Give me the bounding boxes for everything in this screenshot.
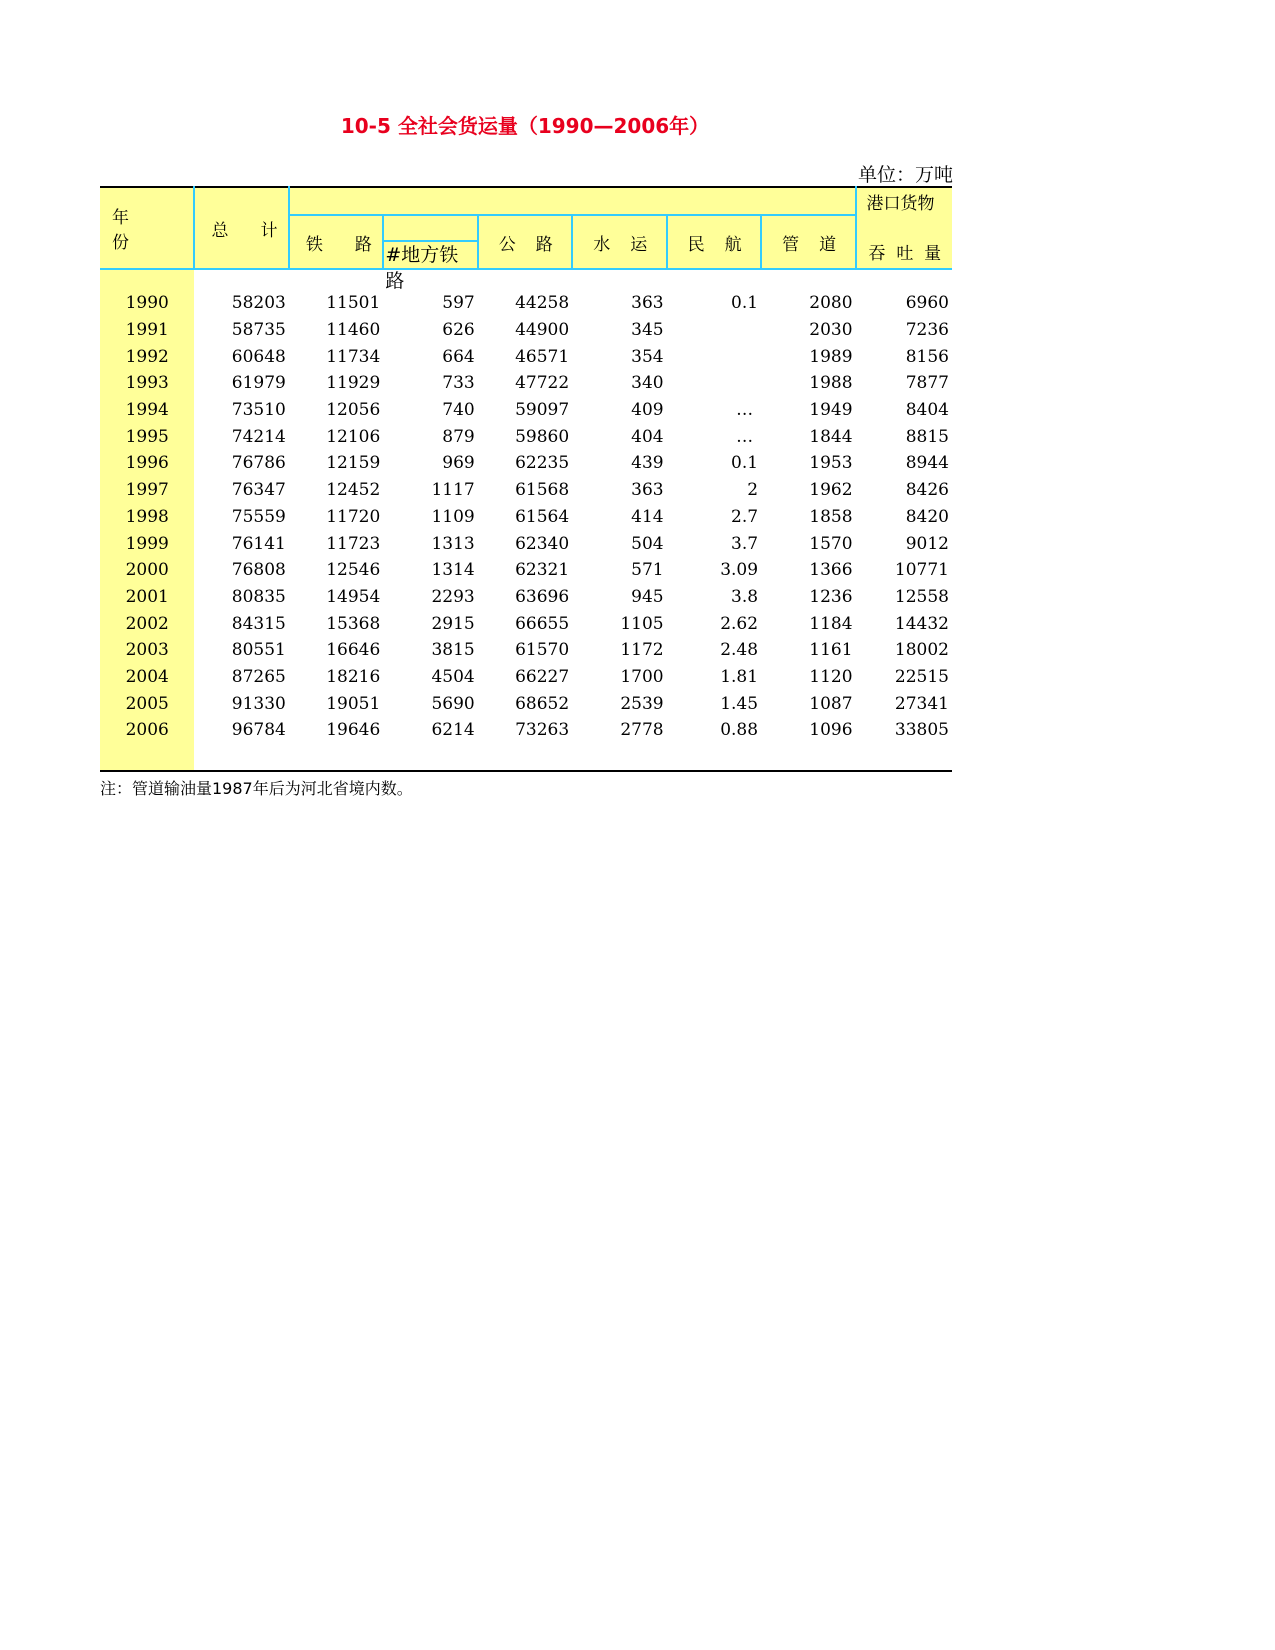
cell-highway: 73263 bbox=[515, 720, 570, 741]
cell-total: 84315 bbox=[231, 613, 286, 634]
cell-year: 1991 bbox=[100, 317, 194, 344]
cell-railway: 16646 bbox=[326, 640, 381, 661]
table-row bbox=[100, 450, 952, 477]
cell-pipeline: 1120 bbox=[809, 666, 853, 687]
cell-railway: 11723 bbox=[326, 533, 381, 554]
header-local-railway-label: #地方铁路 bbox=[385, 244, 459, 292]
header-highway-char1: 公 bbox=[498, 234, 516, 255]
table-row bbox=[100, 664, 952, 691]
cell-port: 14432 bbox=[894, 613, 949, 634]
cell-year: 2001 bbox=[100, 584, 194, 611]
cell-water: 2539 bbox=[620, 693, 664, 714]
spacer-cell bbox=[478, 269, 572, 290]
cell-port: 10771 bbox=[894, 560, 949, 581]
header-pipeline-char2: 道 bbox=[819, 234, 837, 255]
cell-water: 571 bbox=[631, 560, 664, 581]
cell-local-railway: 626 bbox=[442, 320, 475, 341]
cell-railway: 11720 bbox=[326, 506, 381, 527]
cell-port: 8426 bbox=[905, 480, 949, 501]
cell-local-railway: 1314 bbox=[431, 560, 475, 581]
table-row bbox=[100, 290, 952, 317]
cell-aviation: 0.1 bbox=[731, 453, 759, 474]
table-row bbox=[100, 584, 952, 611]
cell-highway: 62321 bbox=[515, 560, 570, 581]
table-row bbox=[100, 610, 952, 637]
table-row bbox=[100, 637, 952, 664]
cell-local-railway: 2915 bbox=[431, 613, 475, 634]
cell-total: 80835 bbox=[231, 586, 286, 607]
cell-total: 76786 bbox=[231, 453, 286, 474]
header-year-char1: 年 bbox=[112, 208, 129, 228]
cell-highway: 62235 bbox=[515, 453, 570, 474]
cell-water: 409 bbox=[631, 400, 664, 421]
cell-water: 363 bbox=[631, 293, 664, 314]
cell-railway: 19646 bbox=[326, 720, 381, 741]
end-spacer-row bbox=[100, 744, 952, 771]
cell-aviation: 3.8 bbox=[731, 586, 759, 607]
cell-year: 1994 bbox=[100, 397, 194, 424]
cell-year: 1995 bbox=[100, 423, 194, 450]
cell-highway: 61564 bbox=[515, 506, 570, 527]
cell-local-railway: 969 bbox=[442, 453, 475, 474]
cell-total: 76347 bbox=[231, 480, 286, 501]
cell-highway: 46571 bbox=[515, 346, 570, 367]
cell-year: 2002 bbox=[100, 610, 194, 637]
cell-port: 7236 bbox=[905, 320, 949, 341]
cell-year: 1996 bbox=[100, 450, 194, 477]
cell-port: 12558 bbox=[894, 586, 949, 607]
header-aviation-char2: 航 bbox=[724, 234, 742, 255]
cell-water: 340 bbox=[631, 373, 664, 394]
header-port-char1: 吞 bbox=[868, 244, 886, 264]
header-total-char1: 总 bbox=[211, 220, 229, 241]
cell-local-railway: 597 bbox=[442, 293, 475, 314]
cell-total: 73510 bbox=[231, 400, 286, 421]
cell-pipeline: 1962 bbox=[809, 480, 853, 501]
spacer-cell bbox=[289, 269, 383, 290]
header-water-char1: 水 bbox=[593, 234, 611, 255]
cell-highway: 63696 bbox=[515, 586, 570, 607]
cell-year: 1999 bbox=[100, 530, 194, 557]
cell-total: 76808 bbox=[231, 560, 286, 581]
data-rows bbox=[100, 290, 952, 744]
cell-local-railway: 664 bbox=[442, 346, 475, 367]
header-highway-char2: 路 bbox=[535, 234, 553, 255]
cell-total: 76141 bbox=[231, 533, 286, 554]
cell-local-railway: 1117 bbox=[431, 480, 475, 501]
header-railway-char1: 铁 bbox=[305, 234, 323, 255]
cell-aviation: 2.48 bbox=[720, 640, 759, 661]
cell-water: 2778 bbox=[620, 720, 664, 741]
header-year-char2: 份 bbox=[112, 233, 129, 253]
cell-railway: 11734 bbox=[326, 346, 381, 367]
cell-aviation: 0.88 bbox=[720, 720, 759, 741]
cell-pipeline: 1858 bbox=[809, 506, 853, 527]
cell-year: 2003 bbox=[100, 637, 194, 664]
cell-railway: 11501 bbox=[326, 293, 381, 314]
cell-pipeline: 1949 bbox=[809, 400, 853, 421]
header-highway bbox=[478, 215, 572, 269]
header-port-top bbox=[856, 187, 952, 215]
cell-port: 33805 bbox=[894, 720, 949, 741]
cell-highway: 62340 bbox=[515, 533, 570, 554]
table-row bbox=[100, 690, 952, 717]
header-year bbox=[100, 187, 194, 269]
cell-railway: 15368 bbox=[326, 613, 381, 634]
cell-total: 60648 bbox=[231, 346, 286, 367]
cell-local-railway: 740 bbox=[442, 400, 475, 421]
header-pipeline-char1: 管 bbox=[782, 234, 800, 255]
cell-aviation: … bbox=[736, 400, 754, 421]
spacer-cell bbox=[667, 269, 761, 290]
cell-railway: 11929 bbox=[326, 373, 381, 394]
header-water-char2: 运 bbox=[630, 234, 648, 255]
cell-year: 1997 bbox=[100, 477, 194, 504]
cell-railway: 12546 bbox=[326, 560, 381, 581]
cell-port: 6960 bbox=[905, 293, 949, 314]
cell-water: 404 bbox=[631, 426, 664, 447]
header-water bbox=[572, 215, 666, 269]
cell-local-railway: 4504 bbox=[431, 666, 475, 687]
spacer-cell bbox=[761, 269, 855, 290]
cell-total: 58203 bbox=[231, 293, 286, 314]
cell-total: 61979 bbox=[231, 373, 286, 394]
cell-railway: 14954 bbox=[326, 586, 381, 607]
cell-aviation: 1.45 bbox=[720, 693, 759, 714]
cell-water: 1172 bbox=[620, 640, 664, 661]
cell-year: 2006 bbox=[100, 717, 194, 744]
cell-port: 7877 bbox=[905, 373, 949, 394]
cell-year: 1992 bbox=[100, 343, 194, 370]
cell-pipeline: 1236 bbox=[809, 586, 853, 607]
cell-water: 439 bbox=[631, 453, 664, 474]
header-railway-char2: 路 bbox=[354, 234, 372, 255]
spacer-year-cell bbox=[100, 269, 194, 290]
cell-aviation bbox=[667, 370, 761, 397]
header-row-top bbox=[100, 187, 952, 215]
cell-highway: 68652 bbox=[515, 693, 570, 714]
unit-label: 单位：万吨 bbox=[857, 164, 953, 186]
cell-highway: 59860 bbox=[515, 426, 570, 447]
cell-local-railway: 1313 bbox=[431, 533, 475, 554]
cell-railway: 11460 bbox=[326, 320, 381, 341]
end-spacer-year-cell bbox=[100, 744, 194, 771]
cell-local-railway: 2293 bbox=[431, 586, 475, 607]
header-pipeline bbox=[761, 215, 855, 269]
cell-railway: 12106 bbox=[326, 426, 381, 447]
cell-aviation: 1.81 bbox=[720, 666, 759, 687]
cell-total: 58735 bbox=[231, 320, 286, 341]
cell-port: 8420 bbox=[905, 506, 949, 527]
table-title: 10-5 全社会货运量（1990—2006年） bbox=[340, 114, 710, 138]
cell-pipeline: 1953 bbox=[809, 453, 853, 474]
header-port-char3: 量 bbox=[924, 244, 942, 264]
cell-railway: 18216 bbox=[326, 666, 381, 687]
table-row bbox=[100, 717, 952, 744]
spacer-cell bbox=[572, 269, 666, 290]
cell-pipeline: 1366 bbox=[809, 560, 853, 581]
cell-local-railway: 3815 bbox=[431, 640, 475, 661]
end-spacer-cell bbox=[194, 744, 952, 771]
header-mode-group bbox=[289, 187, 856, 215]
header-port-line1: 港口货物 bbox=[866, 194, 935, 214]
cell-port: 8156 bbox=[905, 346, 949, 367]
table-row bbox=[100, 423, 952, 450]
freight-table bbox=[100, 186, 952, 772]
cell-total: 96784 bbox=[231, 720, 286, 741]
cell-port: 22515 bbox=[894, 666, 949, 687]
cell-pipeline: 1184 bbox=[809, 613, 853, 634]
cell-local-railway: 733 bbox=[442, 373, 475, 394]
cell-railway: 12452 bbox=[326, 480, 381, 501]
header-aviation-char1: 民 bbox=[687, 234, 705, 255]
spacer-cell bbox=[194, 269, 288, 290]
cell-pipeline: 1844 bbox=[809, 426, 853, 447]
cell-water: 1105 bbox=[620, 613, 664, 634]
spacer-row bbox=[100, 269, 952, 290]
table-row bbox=[100, 504, 952, 531]
footnote: 注：管道输油量1987年后为河北省境内数。 bbox=[100, 778, 413, 798]
cell-total: 75559 bbox=[231, 506, 286, 527]
cell-railway: 19051 bbox=[326, 693, 381, 714]
cell-aviation: 2 bbox=[747, 480, 759, 501]
cell-year: 1993 bbox=[100, 370, 194, 397]
table-row bbox=[100, 477, 952, 504]
header-port-bottom bbox=[856, 215, 952, 269]
header-port-char2: 吐 bbox=[896, 244, 914, 264]
cell-highway: 61570 bbox=[515, 640, 570, 661]
cell-water: 945 bbox=[631, 586, 664, 607]
cell-railway: 12056 bbox=[326, 400, 381, 421]
cell-local-railway: 879 bbox=[442, 426, 475, 447]
cell-pipeline: 1096 bbox=[809, 720, 853, 741]
cell-pipeline: 2080 bbox=[809, 293, 853, 314]
cell-pipeline: 1087 bbox=[809, 693, 853, 714]
table-row bbox=[100, 397, 952, 424]
cell-water: 414 bbox=[631, 506, 664, 527]
cell-highway: 66227 bbox=[515, 666, 570, 687]
cell-local-railway: 6214 bbox=[431, 720, 475, 741]
cell-aviation bbox=[667, 343, 761, 370]
cell-aviation bbox=[667, 317, 761, 344]
data-sheet bbox=[100, 186, 952, 799]
cell-year: 2004 bbox=[100, 664, 194, 691]
table-row bbox=[100, 530, 952, 557]
cell-water: 354 bbox=[631, 346, 664, 367]
header-aviation bbox=[667, 215, 761, 269]
cell-aviation: 2.7 bbox=[731, 506, 759, 527]
header-local-railway bbox=[383, 215, 477, 292]
cell-aviation: 0.1 bbox=[731, 293, 759, 314]
cell-port: 18002 bbox=[894, 640, 949, 661]
cell-port: 8944 bbox=[905, 453, 949, 474]
cell-total: 74214 bbox=[231, 426, 286, 447]
cell-water: 504 bbox=[631, 533, 664, 554]
cell-pipeline: 1989 bbox=[809, 346, 853, 367]
spacer-cell bbox=[856, 269, 952, 290]
cell-local-railway: 5690 bbox=[431, 693, 475, 714]
cell-total: 80551 bbox=[231, 640, 286, 661]
table-row bbox=[100, 343, 952, 370]
cell-pipeline: 2030 bbox=[809, 320, 853, 341]
cell-year: 1998 bbox=[100, 504, 194, 531]
cell-port: 8404 bbox=[905, 400, 949, 421]
cell-year: 2005 bbox=[100, 690, 194, 717]
cell-port: 8815 bbox=[905, 426, 949, 447]
header-total-char2: 计 bbox=[260, 220, 278, 241]
cell-railway: 12159 bbox=[326, 453, 381, 474]
header-railway bbox=[289, 215, 383, 269]
cell-local-railway: 1109 bbox=[431, 506, 475, 527]
cell-highway: 61568 bbox=[515, 480, 570, 501]
cell-port: 9012 bbox=[905, 533, 949, 554]
cell-pipeline: 1161 bbox=[809, 640, 853, 661]
cell-pipeline: 1988 bbox=[809, 373, 853, 394]
cell-water: 363 bbox=[631, 480, 664, 501]
cell-highway: 44900 bbox=[515, 320, 570, 341]
cell-highway: 59097 bbox=[515, 400, 570, 421]
cell-year: 2000 bbox=[100, 557, 194, 584]
cell-port: 27341 bbox=[894, 693, 949, 714]
cell-aviation: … bbox=[736, 426, 754, 447]
cell-highway: 47722 bbox=[515, 373, 570, 394]
cell-aviation: 3.7 bbox=[731, 533, 759, 554]
cell-year: 1990 bbox=[100, 290, 194, 317]
table-row bbox=[100, 370, 952, 397]
cell-water: 345 bbox=[631, 320, 664, 341]
cell-aviation: 3.09 bbox=[720, 560, 759, 581]
cell-pipeline: 1570 bbox=[809, 533, 853, 554]
cell-highway: 66655 bbox=[515, 613, 570, 634]
cell-total: 87265 bbox=[231, 666, 286, 687]
cell-water: 1700 bbox=[620, 666, 664, 687]
cell-aviation: 2.62 bbox=[720, 613, 759, 634]
cell-total: 91330 bbox=[231, 693, 286, 714]
table-row bbox=[100, 557, 952, 584]
table-row bbox=[100, 317, 952, 344]
cell-highway: 44258 bbox=[515, 293, 570, 314]
header-total bbox=[194, 187, 288, 269]
